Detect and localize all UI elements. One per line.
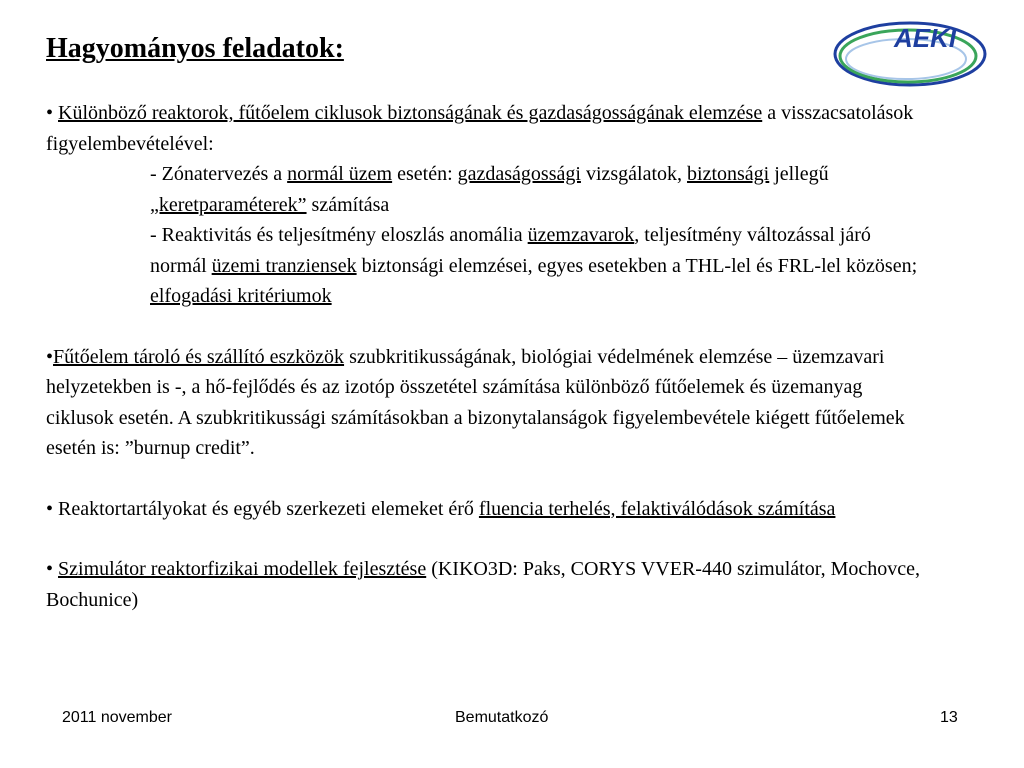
- bullet-3-marker: •: [46, 497, 59, 520]
- spacer: [46, 464, 926, 494]
- subitem-1-text: - Zónatervezés a: [150, 163, 288, 185]
- bullet-3-link[interactable]: fluencia terhelés, felaktiválódások számítása: [478, 497, 836, 520]
- subitem-2-text: biztonsági elemzései, egyes esetekben a THL-lel és FRL-lel közösen;: [356, 254, 918, 277]
- footer-date: 2011 november: [62, 709, 172, 726]
- bullet-4: [46, 554, 926, 615]
- subitem-1-text: esetén:: [392, 163, 458, 185]
- subitem-2-link-uzemzavarok[interactable]: üzemzavarok: [527, 224, 635, 246]
- subitem-1-link-keretparameterek[interactable]: „keretparaméterek”: [150, 193, 307, 216]
- slide-body: [46, 98, 926, 615]
- subitem-1-text: vizsgálatok,: [580, 163, 688, 185]
- aeki-logo: [832, 16, 988, 88]
- bullet-1-rest: a visszacsatolások figyelembevételével:: [46, 102, 914, 155]
- spacer: [46, 312, 926, 342]
- bullet-1-marker: •: [46, 102, 59, 124]
- bullet-2: [46, 342, 926, 464]
- subitem-2-link-uzemi-tranziensek[interactable]: üzemi tranziensek: [211, 254, 357, 277]
- bullet-3: [46, 494, 926, 525]
- bullet-1-link[interactable]: Különböző reaktorok, fűtőelem ciklusok biztonságának és gazdaságosságának elemzése: [58, 102, 763, 124]
- bullet-2-link[interactable]: Fűtőelem tároló és szállító eszközök: [53, 345, 345, 368]
- logo-text: AEKI: [894, 23, 957, 53]
- footer-page-number: 13: [940, 709, 958, 726]
- subitem-1-link-normal-uzem[interactable]: normál üzem: [287, 163, 393, 185]
- bullet-2-marker: •: [46, 345, 54, 368]
- subitem-1-link-gazdasagossagi[interactable]: gazdaságossági: [457, 163, 581, 185]
- spacer: [46, 524, 926, 554]
- bullet-4-marker: •: [46, 558, 59, 580]
- bullet-1: [46, 98, 926, 159]
- bullet-3-text: Reaktortartályokat és egyéb szerkezeti elemeket érő: [58, 497, 479, 520]
- bullet-4-rest: (KIKO3D: Paks, CORYS VVER-440 szimulátor, Mochovce, Bochunice): [46, 558, 921, 611]
- bullet-4-link[interactable]: Szimulátor reaktorfizikai modellek fejlesztése: [58, 558, 427, 580]
- subitem-2-text: - Reaktivitás és teljesítmény eloszlás anomália: [150, 224, 528, 246]
- bullet-1-subitem-1: [46, 159, 926, 220]
- bullet-2-rest: szubkritikusságának, biológiai védelmének elemzése – üzemzavari helyzetekben is -, a hő-fejlődés és az izotóp összetétel számítása különböző fűtőelemek és üzemanyag ciklusok esetén. A szubkritikussági számításokban a bizonytalanságok figyelembevétele kiégett fűtőelemek esetén is: ”burnup credit”.: [46, 345, 905, 459]
- subitem-1-link-biztonsagi[interactable]: biztonsági: [687, 163, 770, 185]
- subitem-1-text: jellegű: [769, 163, 829, 185]
- slide-title: Hagyományos feladatok:: [46, 33, 344, 64]
- footer-title: Bemutatkozó: [455, 709, 549, 726]
- subitem-2-text: , teljesítmény változással járó normál: [150, 224, 871, 277]
- bullet-1-subitem-2: [46, 220, 926, 312]
- subitem-2-link-elfogadasi-kriteriumok[interactable]: elfogadási kritériumok: [150, 285, 332, 307]
- subitem-1-text: számítása: [306, 193, 390, 216]
